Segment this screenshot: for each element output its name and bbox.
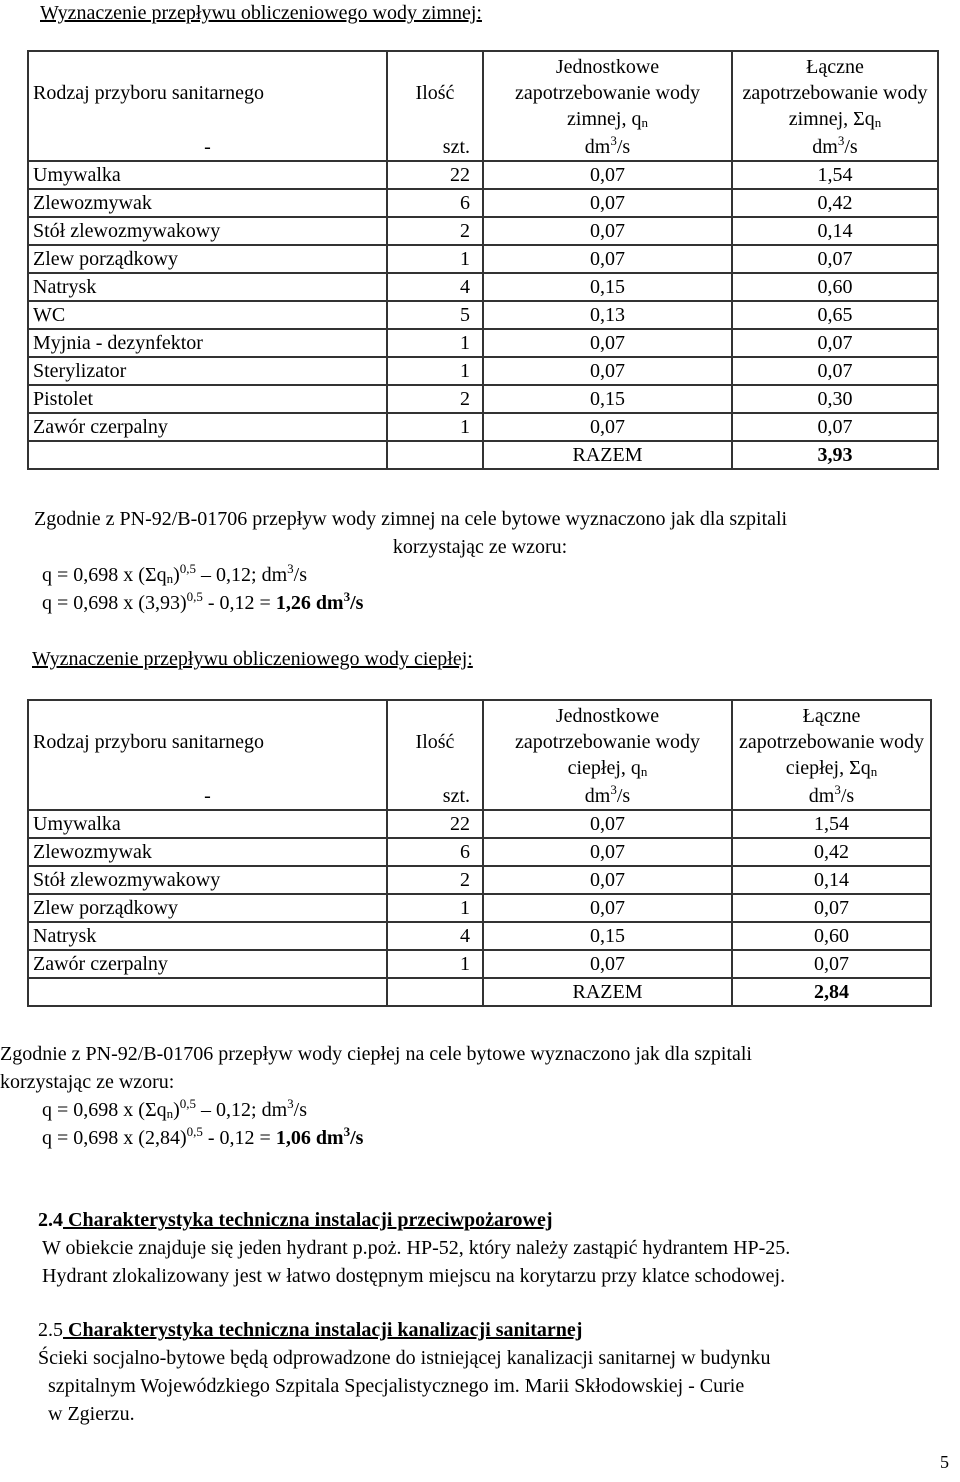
table-header-row <box>28 51 938 134</box>
cell-fixture-name: Zlewozmywak <box>28 838 387 866</box>
cell-total-demand: 0,07 <box>732 894 931 922</box>
hot-note-line2: korzystając ze wzoru: <box>0 1071 175 1093</box>
section-2-5-heading: 2.5 Charakterystyka techniczna instalacji kanalizacji sanitarnej <box>38 1319 583 1341</box>
unit-qty: szt. <box>387 783 483 810</box>
sum-row <box>28 441 938 469</box>
header-qty: Ilość <box>387 51 483 134</box>
table-row <box>28 189 938 217</box>
cell-unit-demand: 0,07 <box>483 245 732 273</box>
table-row <box>28 357 938 385</box>
sum-label: RAZEM <box>483 441 732 469</box>
cell-quantity: 1 <box>387 894 483 922</box>
cell-unit-demand: 0,15 <box>483 922 732 950</box>
cell-fixture-name: Umywalka <box>28 810 387 838</box>
cell-unit-demand: 0,07 <box>483 894 732 922</box>
unit-unit: $dm^3/s$ <box>483 134 732 161</box>
cell-fixture-name: Zawór czerpalny <box>28 950 387 978</box>
cell-quantity: 1 <box>387 413 483 441</box>
cell-fixture-name: Myjnia - dezynfektor <box>28 329 387 357</box>
cell-fixture-name: Natrysk <box>28 922 387 950</box>
sum-value: 3,93 <box>732 441 938 469</box>
cell-fixture-name: Pistolet <box>28 385 387 413</box>
header-total: Łączne zapotrzebowanie wody zimnej, $\Sigma q_n$ <box>732 51 938 134</box>
cell-quantity: 4 <box>387 922 483 950</box>
cell-fixture-name: Zlew porządkowy <box>28 245 387 273</box>
cell-total-demand: 1,54 <box>732 810 931 838</box>
cell-total-demand: 0,07 <box>732 245 938 273</box>
cold-formula-result: q = 0,698 x $(3,93)^{0,5} - 0,12 = 1,26$ $dm^3/s$ <box>42 589 364 614</box>
table-row <box>28 329 938 357</box>
table-row <box>28 245 938 273</box>
header-type: Rodzaj przyboru sanitarnego <box>28 51 387 134</box>
table-row <box>28 838 931 866</box>
table-row <box>28 385 938 413</box>
table-header-row <box>28 700 931 783</box>
cell-total-demand: 0,65 <box>732 301 938 329</box>
header-qty: Ilość <box>387 700 483 783</box>
section-2-5-line3: w Zgierzu. <box>48 1403 135 1425</box>
cell-unit-demand: 0,07 <box>483 329 732 357</box>
unit-type: - <box>28 134 387 161</box>
cell-quantity: 2 <box>387 217 483 245</box>
sum-empty <box>387 441 483 469</box>
cell-total-demand: 0,60 <box>732 273 938 301</box>
cell-quantity: 1 <box>387 950 483 978</box>
section-2-5-line2: szpitalnym Wojewódzkiego Szpitala Specjalistycznego im. Marii Skłodowskiej - Curie <box>48 1375 745 1397</box>
header-total: Łączne zapotrzebowanie wody ciepłej, $\Sigma q_n$ <box>732 700 931 783</box>
cold-heading: Wyznaczenie przepływu obliczeniowego wody zimnej: <box>40 2 482 24</box>
cell-unit-demand: 0,15 <box>483 273 732 301</box>
cell-unit-demand: 0,07 <box>483 950 732 978</box>
table-row <box>28 922 931 950</box>
sum-label: RAZEM <box>483 978 732 1006</box>
table-row <box>28 161 938 189</box>
cell-fixture-name: Natrysk <box>28 273 387 301</box>
sum-empty <box>28 978 387 1006</box>
cell-quantity: 4 <box>387 273 483 301</box>
cell-unit-demand: 0,07 <box>483 810 732 838</box>
cell-quantity: 22 <box>387 161 483 189</box>
header-unit: Jednostkowe zapotrzebowanie wody ciepłej, $q_n$ <box>483 700 732 783</box>
unit-qty: szt. <box>387 134 483 161</box>
cell-unit-demand: 0,15 <box>483 385 732 413</box>
table-row <box>28 894 931 922</box>
cold-water-table <box>27 50 939 470</box>
unit-type: - <box>28 783 387 810</box>
header-unit: Jednostkowe zapotrzebowanie wody zimnej, $q_n$ <box>483 51 732 134</box>
cell-unit-demand: 0,07 <box>483 357 732 385</box>
cell-quantity: 22 <box>387 810 483 838</box>
cell-unit-demand: 0,07 <box>483 189 732 217</box>
page-number: 5 <box>940 1452 949 1472</box>
table-row <box>28 866 931 894</box>
table-row <box>28 217 938 245</box>
cell-unit-demand: 0,07 <box>483 866 732 894</box>
cell-unit-demand: 0,07 <box>483 838 732 866</box>
cold-formula-general: q = 0,698 x $(\Sigma q_n)^{0,5} - 0,12$; $dm^3/s$ <box>42 561 307 586</box>
cell-unit-demand: 0,13 <box>483 301 732 329</box>
cell-total-demand: 0,07 <box>732 357 938 385</box>
cell-total-demand: 0,60 <box>732 922 931 950</box>
cell-quantity: 5 <box>387 301 483 329</box>
sum-value: 2,84 <box>732 978 931 1006</box>
cell-total-demand: 0,14 <box>732 866 931 894</box>
cell-quantity: 1 <box>387 329 483 357</box>
section-2-4-heading: 2.4 Charakterystyka techniczna instalacji przeciwpożarowej <box>38 1209 553 1231</box>
cell-total-demand: 0,07 <box>732 329 938 357</box>
section-2-5-line1: Ścieki socjalno-bytowe będą odprowadzone do istniejącej kanalizacji sanitarnej w budynku <box>38 1347 771 1369</box>
cell-unit-demand: 0,07 <box>483 161 732 189</box>
hot-water-table <box>27 699 932 1007</box>
cell-fixture-name: Stół zlewozmywakowy <box>28 866 387 894</box>
unit-total: $dm^3/s$ <box>732 134 938 161</box>
cell-total-demand: 0,42 <box>732 189 938 217</box>
cell-fixture-name: Zlewozmywak <box>28 189 387 217</box>
cell-fixture-name: Zlew porządkowy <box>28 894 387 922</box>
section-2-4-line2: Hydrant zlokalizowany jest w łatwo dostępnym miejscu na korytarzu przy klatce schodowej. <box>42 1265 786 1287</box>
sum-empty <box>28 441 387 469</box>
cell-fixture-name: Sterylizator <box>28 357 387 385</box>
cell-unit-demand: 0,07 <box>483 217 732 245</box>
cell-quantity: 6 <box>387 838 483 866</box>
cell-fixture-name: Zawór czerpalny <box>28 413 387 441</box>
sum-row <box>28 978 931 1006</box>
hot-formula-result: q = 0,698 x $(2,84)^{0,5} - 0,12 = 1,06$ $dm^3/s$ <box>42 1124 364 1149</box>
units-row <box>28 783 931 810</box>
cell-quantity: 1 <box>387 245 483 273</box>
cell-total-demand: 0,07 <box>732 413 938 441</box>
cell-total-demand: 0,30 <box>732 385 938 413</box>
unit-total: $dm^3/s$ <box>732 783 931 810</box>
cell-quantity: 1 <box>387 357 483 385</box>
hot-heading: Wyznaczenie przepływu obliczeniowego wody ciepłej: <box>32 648 473 670</box>
sum-empty <box>387 978 483 1006</box>
hot-formula-general: q = 0,698 x $(\Sigma q_n)^{0,5} - 0,12$; $dm^3/s$ <box>42 1096 307 1121</box>
cell-quantity: 2 <box>387 385 483 413</box>
table-row <box>28 301 938 329</box>
cell-fixture-name: Umywalka <box>28 161 387 189</box>
header-type: Rodzaj przyboru sanitarnego <box>28 700 387 783</box>
hot-note-line1: Zgodnie z PN-92/B-01706 przepływ wody ciepłej na cele bytowe wyznaczono jak dla szpitali <box>0 1043 752 1065</box>
section-2-4-line1: W obiekcie znajduje się jeden hydrant p.poż. HP-52, który należy zastąpić hydrantem HP-25. <box>42 1237 791 1259</box>
cell-total-demand: 0,42 <box>732 838 931 866</box>
cell-quantity: 2 <box>387 866 483 894</box>
cell-total-demand: 0,14 <box>732 217 938 245</box>
cold-note-line1: Zgodnie z PN-92/B-01706 przepływ wody zimnej na cele bytowe wyznaczono jak dla szpitali <box>34 508 788 530</box>
cell-fixture-name: Stół zlewozmywakowy <box>28 217 387 245</box>
cell-fixture-name: WC <box>28 301 387 329</box>
table-row <box>28 273 938 301</box>
table-row <box>28 413 938 441</box>
cell-quantity: 6 <box>387 189 483 217</box>
cell-total-demand: 0,07 <box>732 950 931 978</box>
cell-total-demand: 1,54 <box>732 161 938 189</box>
table-row <box>28 810 931 838</box>
cold-note-line2: korzystając ze wzoru: <box>392 536 568 558</box>
cell-unit-demand: 0,07 <box>483 413 732 441</box>
unit-unit: $dm^3/s$ <box>483 783 732 810</box>
units-row <box>28 134 938 161</box>
table-row <box>28 950 931 978</box>
